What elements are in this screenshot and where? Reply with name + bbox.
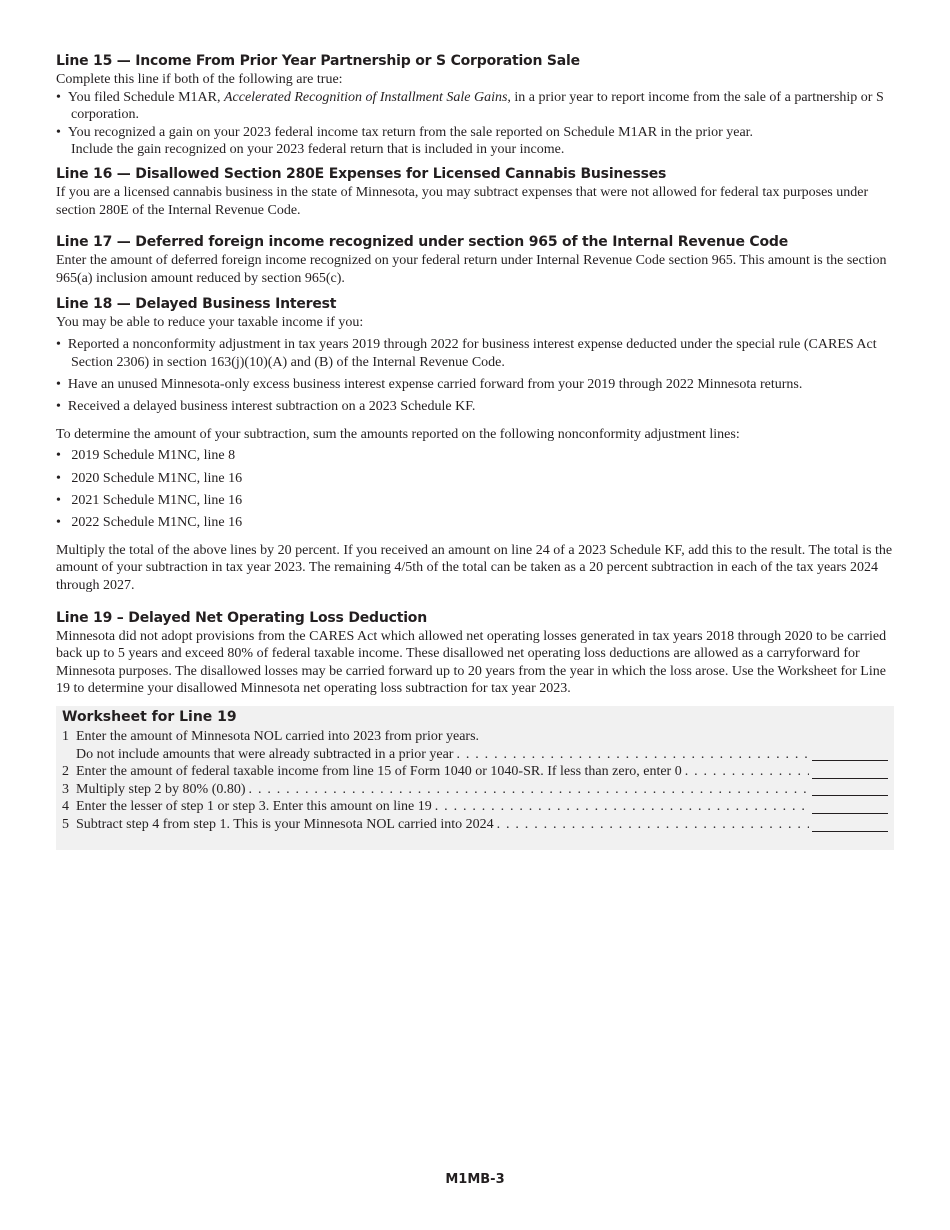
list-item: • You filed Schedule M1AR, Accelerated Recognition of Installment Sale Gains, in a prior year to report income from the sale of a partnership or S corporation. xyxy=(56,89,884,123)
worksheet-step-2 xyxy=(62,763,888,781)
list-item: • 2021 Schedule M1NC, line 16 xyxy=(56,492,243,508)
line18-year-list xyxy=(56,447,894,531)
line18-intro: You may be able to reduce your taxable income if you: xyxy=(56,315,364,331)
list-item: • 2020 Schedule M1NC, line 16 xyxy=(56,470,243,486)
worksheet-step-4 xyxy=(62,798,888,816)
worksheet-line19 xyxy=(56,706,894,850)
step-number: 2 xyxy=(62,764,69,780)
worksheet-step-5 xyxy=(62,816,888,834)
step-text: Enter the amount of Minnesota NOL carried into 2023 from prior years. xyxy=(76,728,480,744)
list-item: • Have an unused Minnesota-only excess business interest expense carried forward from your 2019 through 2022 Minnesota returns. xyxy=(56,376,803,392)
step-text: Multiply step 2 by 80% (0.80) xyxy=(76,781,246,797)
page-content xyxy=(56,52,894,850)
line17-section xyxy=(56,233,894,287)
dot-leader xyxy=(685,763,809,781)
line19-section xyxy=(56,609,894,698)
step-text: Enter the amount of federal taxable income from line 15 of Form 1040 or 1040-SR. If less than zero, enter 0 xyxy=(76,764,682,780)
step-number: 3 xyxy=(62,781,69,797)
step5-amount-field[interactable] xyxy=(812,817,888,832)
line19-text: Minnesota did not adopt provisions from the CARES Act which allowed net operating losses generated in tax years 2018 through 2020 to be carried back up to 5 years and exceed 80% of federal taxable income. These disallowed net operating loss deductions are allowed as a carryforward for Minnesota purposes. The disallowed losses may be carried forward up to 20 years from the year in which the loss arose. Use the Worksheet for Line 19 to determine your disallowed Minnesota net operating loss subtraction for tax year 2023. xyxy=(56,628,887,697)
list-item: • You recognized a gain on your 2023 federal income tax return from the sale reported on Schedule M1AR in the prior year. xyxy=(56,124,754,140)
line17-heading: Line 17 — Deferred foreign income recognized under section 965 of the Internal Revenue Code xyxy=(56,234,789,251)
list-item: • Received a delayed business interest subtraction on a 2023 Schedule KF. xyxy=(56,398,476,414)
step-number: 5 xyxy=(62,816,69,832)
line15-intro: Complete this line if both of the following are true: xyxy=(56,72,343,87)
step-number: 1 xyxy=(62,728,69,744)
worksheet-step-1-continued xyxy=(62,746,888,764)
dot-leader xyxy=(456,746,809,764)
line15-bullet2-continued: Include the gain recognized on your 2023 federal return that is included in your income. xyxy=(71,142,565,158)
line16-heading: Line 16 — Disallowed Section 280E Expenses for Licensed Cannabis Businesses xyxy=(56,165,667,182)
step3-amount-field[interactable] xyxy=(812,781,888,796)
list-item: • 2022 Schedule M1NC, line 16 xyxy=(56,514,243,530)
line18-multiply: Multiply the total of the above lines by 20 percent. If you received an amount on line 24 of a 2023 Schedule KF, add this to the result. The total is the amount of your subtraction in tax year 2023. The remaining 4/5th of the total can be taken as a 20 percent subtraction in each of the tax years 2024 through 2027. xyxy=(56,542,893,593)
dot-leader xyxy=(497,816,809,834)
worksheet-title: Worksheet for Line 19 xyxy=(62,708,237,725)
page-footer-id: M1MB-3 xyxy=(445,1172,505,1187)
line16-section xyxy=(56,165,894,219)
worksheet-step-3 xyxy=(62,781,888,799)
dot-leader xyxy=(249,781,809,799)
step2-amount-field[interactable] xyxy=(812,764,888,779)
list-item: • 2019 Schedule M1NC, line 8 xyxy=(56,448,236,464)
step-text: Subtract step 4 from step 1. This is your Minnesota NOL carried into 2024 xyxy=(76,816,494,832)
line18-bullets xyxy=(56,336,894,415)
list-item: • Reported a nonconformity adjustment in tax years 2019 through 2022 for business interest expense deducted under the special rule (CARES Act Section 2306) in section 163(j)(10)(A) and (B) of the Internal Revenue Code. xyxy=(56,336,877,370)
line17-text: Enter the amount of deferred foreign income recognized on your federal return under Internal Revenue Code section 965. This amount is the section 965(a) inclusion amount reduced by section 965(c). xyxy=(56,253,887,286)
step4-amount-field[interactable] xyxy=(812,799,888,814)
schedule-title: Accelerated Recognition of Installment Sale Gains xyxy=(223,89,508,105)
worksheet-step-1 xyxy=(62,728,888,746)
line16-text: If you are a licensed cannabis business in the state of Minnesota, you may subtract expenses that were not allowed for federal tax purposes under section 280E of the Internal Revenue Code. xyxy=(56,184,869,218)
line18-section xyxy=(56,295,894,594)
line15-bullets xyxy=(56,89,894,142)
step-number: 4 xyxy=(62,799,69,815)
step1-amount-field[interactable] xyxy=(812,746,888,761)
step-text: Enter the lesser of step 1 or step 3. Enter this amount on line 19 xyxy=(76,799,432,815)
step-text: Do not include amounts that were already subtracted in a prior year xyxy=(76,746,454,762)
line15-section xyxy=(56,52,894,159)
line18-heading: Line 18 — Delayed Business Interest xyxy=(56,296,337,313)
line18-determine: To determine the amount of your subtraction, sum the amounts reported on the following nonconformity adjustment lines: xyxy=(56,426,740,442)
dot-leader xyxy=(435,798,809,816)
line15-heading: Line 15 — Income From Prior Year Partnership or S Corporation Sale xyxy=(56,53,580,69)
line19-heading: Line 19 – Delayed Net Operating Loss Deduction xyxy=(56,609,427,626)
